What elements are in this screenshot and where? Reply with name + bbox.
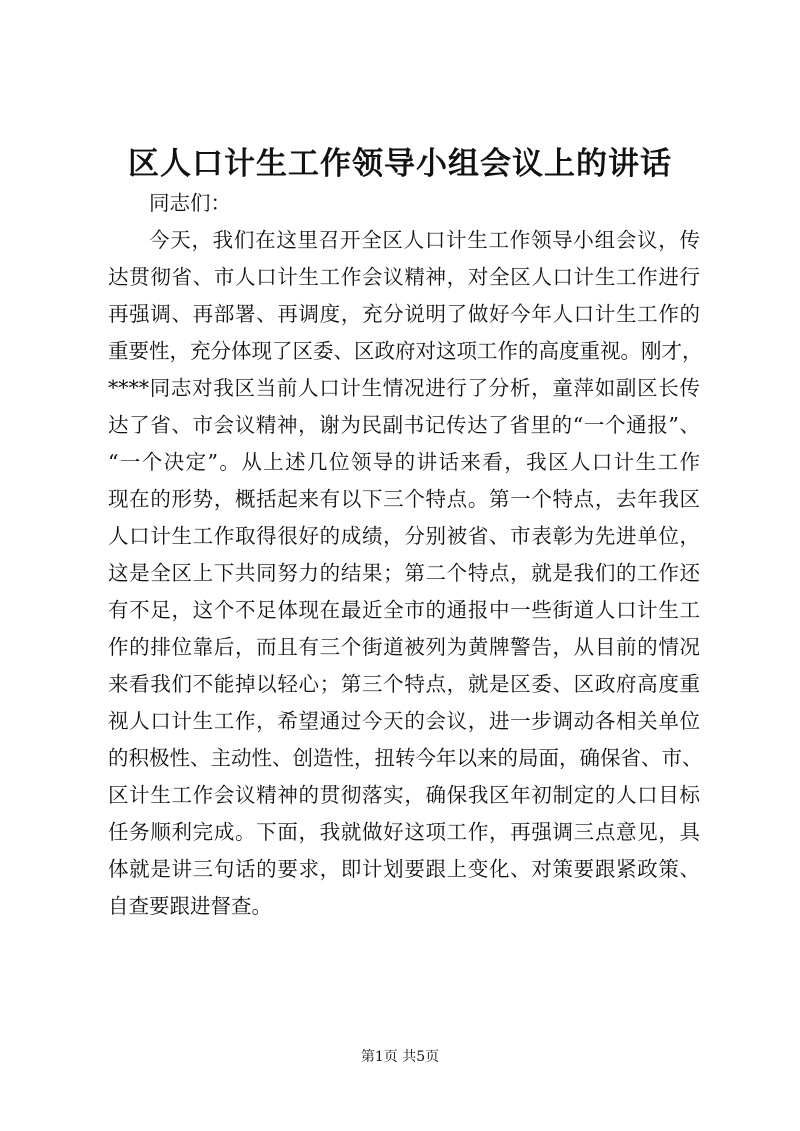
paragraph-line: 达了省、市会议精神，谢为民副书记传达了省里的“一个通报”、 xyxy=(108,413,700,437)
salutation: 同志们： xyxy=(149,191,231,215)
paragraph-line: 自查要跟进督查。 xyxy=(108,894,272,918)
paragraph-line: 来看我们不能掉以轻心；第三个特点，就是区委、区政府高度重 xyxy=(108,672,700,696)
paragraph-line: 人口计生工作取得很好的成绩，分别被省、市表彰为先进单位， xyxy=(108,524,700,548)
paragraph-line: 现在的形势，概括起来有以下三个特点。第一个特点，去年我区 xyxy=(108,487,700,511)
paragraph-line: 区计生工作会议精神的贯彻落实，确保我区年初制定的人口目标 xyxy=(108,783,700,807)
document-title: 区人口计生工作领导小组会议上的讲话 xyxy=(128,146,672,182)
document-body xyxy=(108,185,703,925)
paragraph-line: 这是全区上下共同努力的结果；第二个特点，就是我们的工作还 xyxy=(108,561,700,585)
paragraph-line: 体就是讲三句话的要求，即计划要跟上变化、对策要跟紧政策、 xyxy=(108,857,700,881)
paragraph-line: ****同志对我区当前人口计生情况进行了分析，童萍如副区长传 xyxy=(108,376,700,400)
paragraph-line: 再强调、再部署、再调度，充分说明了做好今年人口计生工作的 xyxy=(108,302,700,326)
paragraph-line: 任务顺利完成。下面，我就做好这项工作，再强调三点意见，具 xyxy=(108,820,700,844)
paragraph-line: 今天，我们在这里召开全区人口计生工作领导小组会议，传 xyxy=(149,228,700,252)
paragraph-line: 有不足，这个不足体现在最近全市的通报中一些街道人口计生工 xyxy=(108,598,700,622)
paragraph-line: 视人口计生工作，希望通过今天的会议，进一步调动各相关单位 xyxy=(108,709,700,733)
paragraph-line: “一个决定”。从上述几位领导的讲话来看，我区人口计生工作 xyxy=(108,450,700,474)
paragraph-line: 的积极性、主动性、创造性，扭转今年以来的局面，确保省、市、 xyxy=(108,746,703,770)
page-number: 第1页 共5页 xyxy=(360,1049,440,1065)
paragraph-line: 作的排位靠后，而且有三个街道被列为黄牌警告，从目前的情况 xyxy=(108,635,700,659)
paragraph-line: 达贯彻省、市人口计生工作会议精神，对全区人口计生工作进行 xyxy=(108,265,700,289)
paragraph-line: 重要性，充分体现了区委、区政府对这项工作的高度重视。刚才， xyxy=(108,339,703,363)
